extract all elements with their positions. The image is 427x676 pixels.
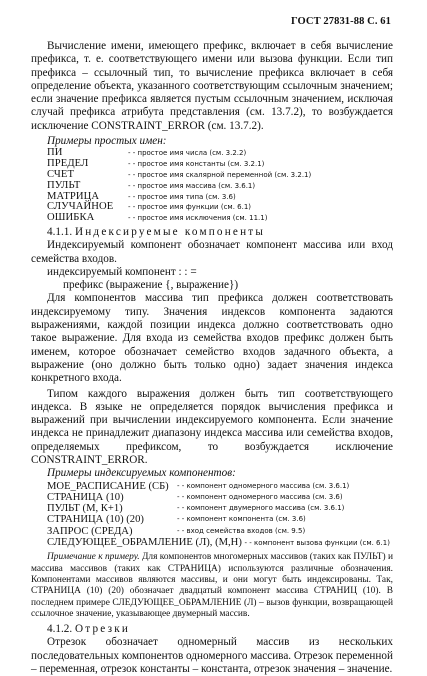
example-desc: - - простое имя функции (см. 6.1) — [128, 203, 252, 212]
example-name: МАТРИЦА — [47, 190, 100, 202]
section-title: Отрезки — [74, 623, 131, 636]
section-number: 4.1.2. — [47, 623, 73, 636]
note-label: Примечание к примеру. — [47, 552, 140, 563]
section-heading-4-1-1 — [47, 226, 393, 239]
indexed-examples — [47, 481, 349, 537]
example-name: ПУЛЬТ (М, К+1) — [47, 503, 123, 515]
example-row — [47, 492, 349, 503]
example-desc: - - компонент компонента (см. 3.6) — [177, 515, 306, 524]
indexed-definition-paragraph: Индексируемый компонент обозначает компонент массива или вход семейства входов. — [31, 239, 393, 265]
example-row — [47, 213, 311, 224]
example-desc: - - простое имя типа (см. 3.6) — [128, 192, 236, 201]
example-desc: - - компонент вызова функции (см. 6.1) — [244, 539, 390, 548]
example-name: СТРАНИЦА (10) (20) — [47, 514, 144, 526]
example-desc: - - простое имя скалярной переменной (см. 3.2.1) — [128, 170, 312, 179]
syntax-rule-head: индексируемый компонент : : = — [47, 265, 197, 278]
example-row-last — [47, 537, 393, 549]
example-name: МОЕ_РАСПИСАНИЕ (СБ) — [47, 480, 169, 492]
example-desc: - - компонент двумерного массива (см. 3.6.1) — [177, 504, 345, 513]
example-desc: - - компонент одномерного массива (см. 3.6) — [177, 492, 343, 501]
example-name: СТРАНИЦА (10) — [47, 491, 124, 503]
example-row — [47, 159, 311, 170]
example-row — [47, 481, 349, 492]
example-row — [47, 170, 311, 181]
example-desc: - - вход семейства входов (см. 9.5) — [177, 526, 306, 535]
section-number: 4.1.1. — [47, 225, 73, 238]
simple-names-examples — [47, 148, 311, 224]
example-row — [47, 503, 349, 514]
example-name: СЧЕТ — [47, 168, 75, 180]
section-heading-4-1-2 — [47, 623, 393, 636]
array-components-paragraph: Для компонентов массива тип префикса должен соответствовать индексируемому типу. Значения индексов компонента задаются выражениями, каждой позиции индекса должно соответствовать одно такое выражение. Для входа из семейства входов префикс должен быть именем, которое обозначает семейство входов задачного объекта, а выражение (оно должно быть только одно) задает значения индекса конкретного входа. — [31, 292, 393, 385]
note-text: Для компонентов многомерных массивов (таких как ПУЛЬТ) и массива массивов (таких как СТРАНИЦА) используются различные обозначения. Компонентами массивов являются массивы, и они могут быть индексированы. Так, СТРАНИЦА (10) (20) обозначает двадцатый компонент массива СТРАНИЦ (10). В последнем примере СЛЕДУЮЩЕЕ_ОБРАМЛЕНИЕ (Л) – вызов функции, возвращающей ссылочное значение, указывающее двумерный массив. — [31, 552, 393, 619]
example-name: ПИ — [47, 147, 63, 159]
example-name: СЛЕДУЮЩЕЕ_ОБРАМЛЕНИЕ (Л), (М,Н) — [47, 537, 242, 549]
example-row — [47, 181, 311, 192]
syntax-rule-body: префикс (выражение {, выражение}) — [63, 279, 239, 292]
example-row — [47, 526, 349, 537]
example-note — [31, 552, 393, 620]
simple-names-heading: Примеры простых имен: — [47, 135, 167, 148]
example-name: ОШИБКА — [47, 212, 95, 224]
example-desc: - - простое имя константы (см. 3.2.1) — [128, 160, 265, 169]
section-title: Индексируемые компоненты — [74, 225, 266, 238]
slices-paragraph: Отрезок обозначает одномерный массив из нескольких последовательных компонентов одномерного массива. Отрезок переменной – переменная, отрезок константы – константа, отрезок значения – значение. — [31, 636, 393, 676]
index-types-paragraph: Типом каждого выражения должен быть тип соответствующего индекса. В языке не определяется порядок вычисления префикса и выражений при вычислении индексируемого компонента. Если значение индекса не принадлежит диапазону индекса массива или семейства входов, определяемых префиксом, то возбуждается исключение CONSTRAINT_ERROR. — [31, 387, 393, 466]
page-header: ГОСТ 27831-88 С. 61 — [290, 16, 391, 27]
example-name: СЛУЧАЙНОЕ — [47, 201, 114, 213]
example-desc: - - простое имя массива (см. 3.6.1) — [128, 181, 256, 190]
page-body — [31, 40, 393, 676]
example-name: ПУЛЬТ — [47, 179, 81, 191]
indexed-examples-heading: Примеры индексируемых компонентов: — [47, 467, 236, 480]
example-row — [47, 514, 349, 525]
example-desc: - - простое имя исключения (см. 11.1) — [128, 214, 268, 223]
example-desc: - - компонент одномерного массива (см. 3.6.1) — [177, 481, 350, 490]
example-desc: - - простое имя числа (см. 3.2.2) — [128, 149, 247, 158]
example-name: ЗАПРОС (СРЕДА) — [47, 525, 133, 537]
intro-paragraph: Вычисление имени, имеющего префикс, включает в себя вычисление префикса, т. е. соответствующего имени или вызова функции. Если тип префикса – ссылочный тип, то вычисление префикса включает в себя определение объекта, указанного соответствующим ссылочным значением; если значение префикса является пустым ссылочным значением, исключая случай префикса атрибута представления (см. 13.7.2), то возбуждается исключение CONSTRAINT_ERROR (см. 13.7.2). — [31, 40, 393, 132]
example-name: ПРЕДЕЛ — [47, 158, 89, 170]
